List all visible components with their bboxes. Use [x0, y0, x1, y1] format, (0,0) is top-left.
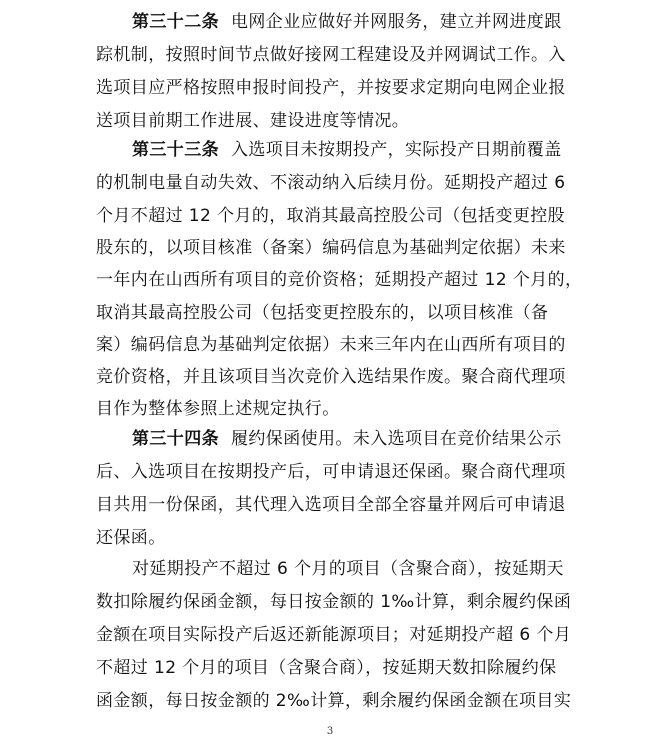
- article-34-first-line: [132, 423, 602, 455]
- article-33-line: 股东的，以项目核准（备案）编码信息为基础判定依据）未来: [96, 238, 566, 258]
- article-32-line: 选项目应严格按照申报时间投产，并按要求定期向电网企业报: [96, 78, 566, 98]
- article-34-line: 还保函。: [96, 528, 166, 548]
- article-32-line: 踪机制，按照时间节点做好接网工程建设及并网调试工作。入: [96, 45, 566, 65]
- paragraph-line: 金额在项目实际投产后返还新能源项目；对延期投产超 6 个月: [96, 625, 572, 645]
- article-33-first-line: [132, 134, 602, 166]
- article-33-line: 目作为整体参照上述规定执行。: [96, 399, 340, 419]
- article-32-first-line: [132, 6, 602, 38]
- article-33-line: 案）编码信息为基础判定依据）未来三年内在山西所有项目的: [96, 335, 566, 355]
- paragraph-line: 函金额，每日按金额的 2‰计算，剩余履约保函金额在项目实: [96, 691, 572, 711]
- paragraph-first-line: 对延期投产不超过 6 个月的项目（含聚合商），按延期天: [132, 559, 564, 579]
- article-32-line: 送项目前期工作进展、建设进度等情况。: [96, 111, 410, 131]
- article-33-heading: 第三十三条: [132, 140, 219, 160]
- page-number: 3: [326, 726, 334, 737]
- article-33-text: 入选项目未按期投产，实际投产日期前覆盖: [231, 140, 562, 160]
- article-33-line: 竞价资格，并且该项目当次竞价入选结果作废。聚合商代理项: [96, 367, 566, 387]
- article-34-line: 目共用一份保函，其代理入选项目全部全容量并网后可申请退: [96, 495, 566, 515]
- article-32-heading: 第三十二条: [132, 12, 219, 32]
- article-32-text: 电网企业应做好并网服务，建立并网进度跟: [231, 12, 562, 32]
- article-33-line: 取消其最高控股公司（包括变更控股东的，以项目核准（备: [96, 303, 549, 323]
- article-34-heading: 第三十四条: [132, 429, 219, 449]
- article-33-line: 的机制电量自动失效、不滚动纳入后续月份。延期投产超过 6: [96, 173, 566, 193]
- paragraph-line: 不超过 12 个月的项目（含聚合商），按延期天数扣除履约保: [96, 658, 557, 678]
- article-34-text: 履约保函使用。未入选项目在竞价结果公示: [231, 429, 562, 449]
- article-33-line: 一年内在山西所有项目的竞价资格；延期投产超过 12 个月的，: [96, 270, 583, 290]
- article-33-line: 个月不超过 12 个月的，取消其最高控股公司（包括变更控股: [96, 206, 566, 226]
- article-34-line: 后、入选项目在按期投产后，可申请退还保函。聚合商代理项: [96, 462, 566, 482]
- paragraph-line: 数扣除履约保函金额，每日按金额的 1‰计算，剩余履约保函: [96, 592, 572, 612]
